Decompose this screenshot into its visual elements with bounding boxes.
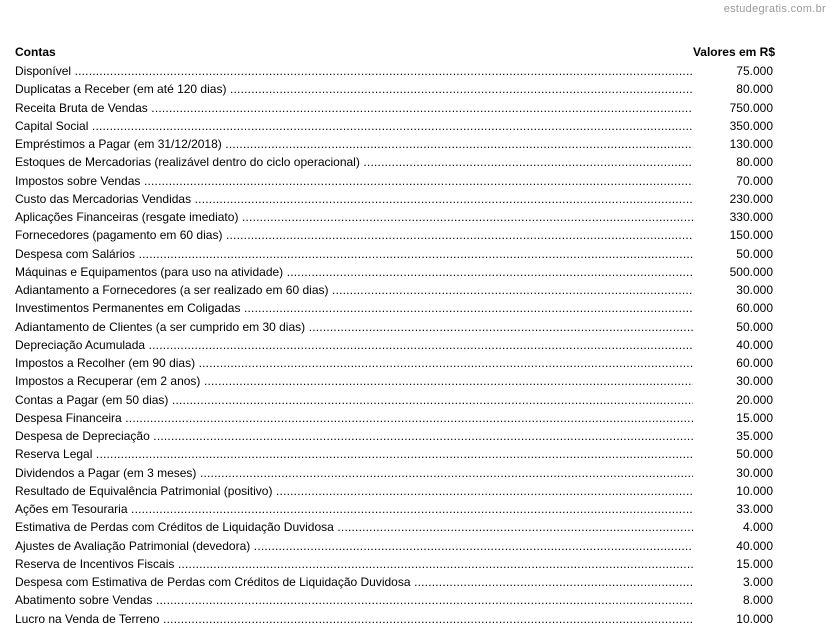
table-row: [15, 336, 775, 354]
table-row: [15, 99, 775, 117]
table-row: [15, 299, 775, 317]
account-value: 60.000: [736, 356, 773, 370]
account-label: Aplicações Financeiras (resgate imediato) .....: [15, 208, 693, 226]
table-row: [15, 500, 775, 518]
account-value: 70.000: [736, 173, 773, 188]
account-label: Depreciação Acumulada .....: [15, 336, 693, 354]
account-label: Duplicatas a Receber (em até 120 dias) .....: [15, 80, 693, 98]
accounts-table: [15, 44, 775, 628]
table-row: [15, 464, 775, 482]
table-row: [15, 518, 775, 536]
account-label: Dividendos a Pagar (em 3 meses) .....: [15, 464, 693, 482]
account-label: Impostos a Recuperar (em 2 anos) .....: [15, 372, 693, 390]
table-row: [15, 427, 775, 445]
table-row: [15, 153, 775, 171]
table-row: [15, 208, 775, 226]
account-value: 30.000: [736, 374, 773, 389]
table-row: [15, 190, 775, 208]
table-row: [15, 354, 775, 372]
account-label: Contas a Pagar (em 50 dias) .....: [15, 391, 693, 409]
account-value: 33.000: [736, 502, 773, 516]
account-label: Receita Bruta de Vendas .....: [15, 99, 693, 117]
account-value: 130.000: [729, 137, 773, 151]
table-row: [15, 172, 775, 190]
account-value: 750.000: [729, 100, 773, 115]
table-row: [15, 62, 775, 80]
table-header: [15, 44, 775, 62]
account-value: 3.000: [742, 575, 773, 589]
account-label: Investimentos Permanentes em Coligadas .....: [15, 299, 693, 317]
table-row: [15, 482, 775, 500]
table-row: [15, 591, 775, 609]
account-value: 80.000: [736, 82, 773, 97]
account-value: 50.000: [736, 319, 773, 334]
account-value: 230.000: [729, 191, 773, 206]
table-row: [15, 409, 775, 427]
table-row: [15, 245, 775, 263]
account-label: Disponível .....: [15, 62, 693, 80]
account-label: Estoques de Mercadorias (realizável dentro do ciclo operacional) .....: [15, 153, 693, 171]
account-value: 50.000: [736, 447, 773, 462]
account-value: 75.000: [736, 64, 773, 78]
account-label: Adiantamento de Clientes (a ser cumprido em 30 dias) .....: [15, 318, 693, 336]
table-row: [15, 135, 775, 153]
table-row: [15, 80, 775, 98]
account-label: Máquinas e Equipamentos (para uso na atividade) .....: [15, 263, 693, 281]
account-value: 10.000: [736, 483, 773, 498]
account-label: Ações em Tesouraria .....: [15, 500, 693, 518]
account-label: Reserva de Incentivos Fiscais .....: [15, 555, 693, 573]
account-label: Fornecedores (pagamento em 60 dias) .....: [15, 226, 693, 244]
table-row: [15, 226, 775, 244]
table-row: [15, 573, 775, 591]
account-value: 40.000: [736, 538, 773, 553]
watermark: estudegratis.com.br: [723, 3, 826, 15]
table-row: [15, 610, 775, 628]
table-row: [15, 555, 775, 573]
account-value: 350.000: [729, 118, 773, 133]
table-body: [15, 62, 775, 628]
table-row: [15, 117, 775, 135]
account-value: 60.000: [736, 301, 773, 316]
table-row: [15, 372, 775, 390]
account-value: 30.000: [736, 283, 773, 297]
account-value: 10.000: [736, 611, 773, 626]
account-label: Custo das Mercadorias Vendidas .....: [15, 190, 693, 208]
account-label: Impostos sobre Vendas .....: [15, 172, 693, 190]
account-label: Estimativa de Perdas com Créditos de Liquidação Duvidosa .....: [15, 518, 693, 536]
account-value: 4.000: [742, 520, 773, 535]
account-label: Lucro na Venda de Terreno .....: [15, 610, 693, 628]
account-value: 8.000: [742, 593, 773, 608]
header-accounts: Contas: [15, 45, 56, 59]
account-value: 35.000: [736, 429, 773, 443]
account-value: 30.000: [736, 465, 773, 480]
account-value: 150.000: [729, 228, 773, 243]
account-label: Adiantamento a Fornecedores (a ser realizado em 60 dias) .....: [15, 281, 693, 299]
account-value: 15.000: [736, 556, 773, 571]
account-label: Despesa de Depreciação .....: [15, 427, 693, 445]
table-row: [15, 318, 775, 336]
account-label: Impostos a Recolher (em 90 dias) .....: [15, 354, 693, 372]
table-row: [15, 263, 775, 281]
account-label: Despesa Financeira .....: [15, 409, 693, 427]
table-row: [15, 445, 775, 463]
account-label: Capital Social .....: [15, 117, 693, 135]
header-values: Valores em R$: [692, 45, 775, 59]
account-value: 500.000: [729, 264, 773, 279]
account-value: 40.000: [736, 337, 773, 352]
account-value: 15.000: [736, 410, 773, 425]
table-row: [15, 391, 775, 409]
account-value: 80.000: [736, 155, 773, 170]
account-label: Ajustes de Avaliação Patrimonial (devedora) .....: [15, 537, 693, 555]
account-label: Despesa com Salários .....: [15, 245, 693, 263]
account-value: 330.000: [729, 210, 773, 224]
account-label: Empréstimos a Pagar (em 31/12/2018) .....: [15, 135, 693, 153]
account-label: Reserva Legal .....: [15, 445, 693, 463]
table-row: [15, 537, 775, 555]
account-value: 50.000: [736, 246, 773, 261]
table-row: [15, 281, 775, 299]
account-label: Resultado de Equivalência Patrimonial (positivo) .....: [15, 482, 693, 500]
account-label: Abatimento sobre Vendas .....: [15, 591, 693, 609]
account-value: 20.000: [736, 392, 773, 407]
account-label: Despesa com Estimativa de Perdas com Créditos de Liquidação Duvidosa .....: [15, 573, 693, 591]
